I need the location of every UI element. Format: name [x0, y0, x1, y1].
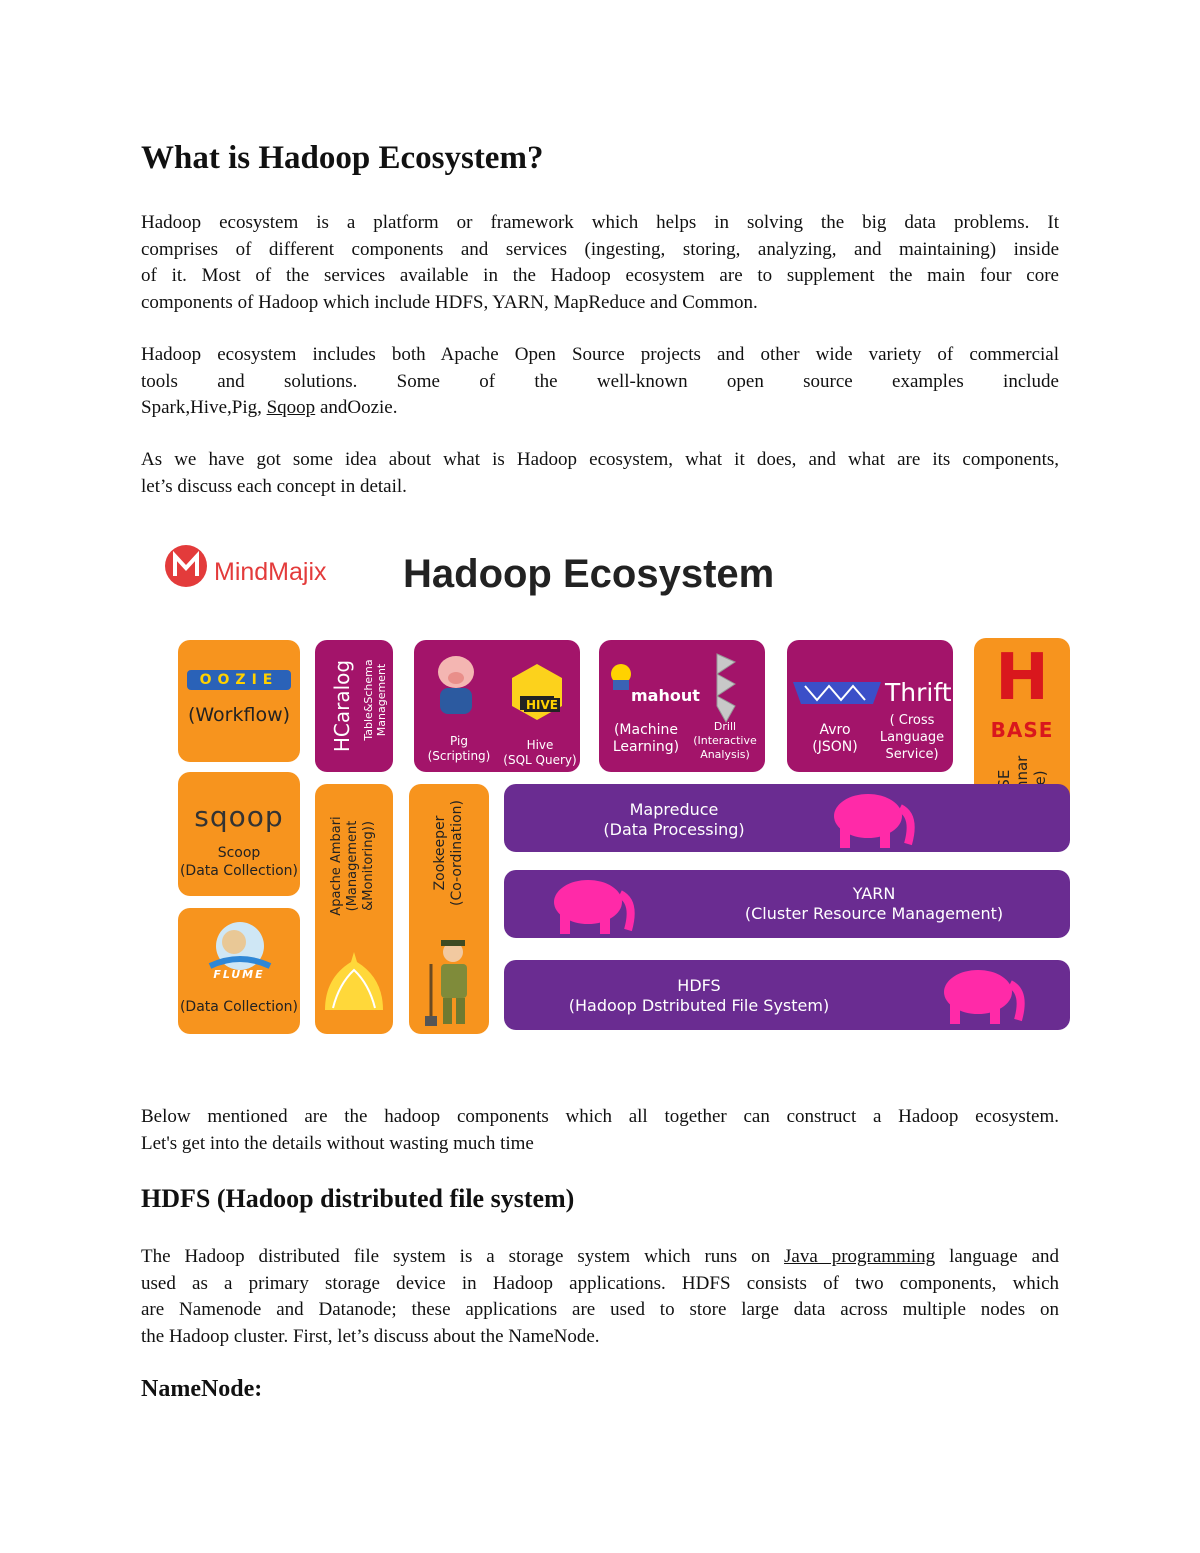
drill-bit-icon	[711, 652, 741, 724]
hbase-logo-h: H	[995, 641, 1049, 715]
text-line	[141, 1244, 1059, 1271]
hive-name: Hive	[526, 738, 554, 752]
drill-line: (Interactive	[693, 734, 757, 747]
text-line: Hadoop ecosystem is a platform or framework which helps in solving the big data problems. It	[141, 212, 1059, 233]
thrift-label	[871, 712, 953, 763]
hcatalog-subtitle	[362, 645, 388, 755]
text-run: andOozie.	[315, 397, 398, 418]
mapreduce-line: Mapreduce	[629, 800, 719, 819]
ambari-logo-icon	[319, 948, 389, 1026]
text-line: components of Hadoop which include HDFS, YARN, MapReduce and Common.	[141, 291, 758, 313]
yarn-bar	[504, 870, 1070, 938]
text-run: The Hadoop distributed file system is a storage system which runs on	[141, 1246, 785, 1267]
hdfs-paragraph	[141, 1244, 1059, 1350]
hcatalog-sub-line: Management	[375, 663, 388, 737]
hive-label	[500, 738, 580, 768]
hive-bee-icon	[506, 660, 568, 722]
elephant-icon	[820, 788, 916, 850]
mapreduce-label	[564, 800, 784, 840]
oozie-logo: OOZIE	[187, 670, 291, 690]
hcatalog-sub-line: Table&Schema	[362, 659, 375, 741]
ambari-line: (Management	[345, 820, 360, 912]
ambari-line: &Monitoring))	[361, 821, 376, 911]
oozie-label: (Workflow)	[187, 704, 291, 726]
intro-paragraph	[141, 210, 1059, 316]
ambari-box	[315, 784, 393, 1034]
examples-paragraph	[141, 342, 1059, 422]
text-line: the Hadoop cluster. First, let’s discuss about the NameNode.	[141, 1325, 600, 1347]
flume-label: (Data Collection)	[179, 999, 299, 1015]
text-line: Hadoop ecosystem includes both Apache Open Source projects and other wide variety of commercial	[141, 344, 1059, 365]
sqoop-line: Scoop	[217, 845, 261, 861]
mindmajix-logo-icon	[164, 544, 208, 588]
sqoop-link[interactable]: Sqoop	[266, 397, 316, 418]
text-line: used as a primary storage device in Hadoop applications. HDFS consists of two components, which	[141, 1272, 1059, 1294]
hdfs-line: HDFS	[677, 976, 721, 995]
sqoop-logo: sqoop	[194, 800, 284, 833]
hdfs-line: (Hadoop Dstributed File System)	[568, 996, 830, 1015]
oozie-box	[178, 640, 300, 762]
hdfs-label	[554, 976, 844, 1016]
pig-name: Pig	[450, 734, 468, 748]
text-line: of it. Most of the services available in the Hadoop ecosystem are to supplement the main four core	[141, 265, 1059, 286]
java-programming-link[interactable]: Java programming	[784, 1246, 936, 1267]
flume-logo: FLUME	[213, 968, 265, 981]
subsection-heading-namenode: NameNode:	[141, 1376, 263, 1402]
mapreduce-line: (Data Processing)	[603, 820, 745, 839]
avro-logo-icon	[793, 682, 881, 704]
mahout-line: Learning)	[612, 739, 680, 755]
zookeeper-keeper-icon	[419, 934, 479, 1030]
pig-label	[424, 734, 494, 764]
mahout-logo: mahout	[631, 686, 700, 705]
yarn-line: (Cluster Resource Management)	[744, 904, 1004, 923]
components-intro-paragraph	[141, 1104, 1059, 1157]
text-line: comprises of different components and services (ingesting, storing, analyzing, and maintaining) inside	[141, 238, 1059, 260]
avro-line: (JSON)	[812, 739, 858, 755]
section-heading-hdfs: HDFS (Hadoop distributed file system)	[141, 1184, 575, 1213]
page-title: What is Hadoop Ecosystem?	[141, 140, 544, 176]
hive-logo: HIVE	[526, 698, 558, 712]
text-run: Spark,Hive,Pig,	[141, 397, 267, 418]
pig-role: (Scripting)	[427, 749, 491, 763]
hive-role: (SQL Query)	[503, 753, 577, 767]
ambari-label	[329, 776, 377, 956]
thrift-line: Service)	[885, 747, 939, 762]
mahout-line: (Machine	[613, 722, 679, 738]
sqoop-box	[178, 772, 300, 896]
drill-label	[685, 720, 765, 762]
hdfs-bar	[504, 960, 1070, 1030]
zookeeper-label	[432, 778, 466, 928]
hcatalog-box	[315, 640, 393, 772]
text-line: let’s discuss each concept in detail.	[141, 475, 407, 497]
elephant-icon	[930, 964, 1026, 1026]
zookeeper-line: Zookeeper	[432, 815, 448, 891]
mahout-icon	[609, 662, 633, 692]
avro-line: Avro	[819, 722, 851, 738]
transition-paragraph	[141, 447, 1059, 500]
hadoop-ecosystem-diagram	[160, 530, 1080, 1050]
drill-line: Analysis)	[700, 748, 750, 761]
flume-box	[178, 908, 300, 1034]
text-line: tools and solutions. Some of the well-known open source examples include	[141, 370, 1059, 392]
text-line: As we have got some idea about what is Hadoop ecosystem, what it does, and what are its components,	[141, 449, 1059, 470]
yarn-line: YARN	[852, 884, 896, 903]
text-line: Below mentioned are the hadoop components which all together can construct a Hadoop ecosystem.	[141, 1106, 1059, 1127]
hbase-logo-base: BASE	[990, 718, 1054, 742]
elephant-icon	[540, 874, 636, 936]
thrift-line: ( Cross	[889, 713, 935, 728]
hcatalog-title: HCaralog	[330, 659, 354, 753]
mapreduce-bar	[504, 784, 1070, 852]
thrift-logo: Thrift	[885, 678, 952, 707]
diagram-title: Hadoop Ecosystem	[403, 552, 775, 596]
drill-line: Drill	[713, 720, 737, 733]
text-run: language and	[935, 1246, 1059, 1267]
mahout-drill-box	[599, 640, 765, 772]
pig-mascot-icon	[428, 650, 484, 718]
zookeeper-box	[409, 784, 489, 1034]
ambari-line: Apache Ambari	[329, 816, 344, 916]
brand-name: MindMajix	[214, 558, 327, 586]
mahout-label	[603, 722, 689, 756]
thrift-line: Language	[879, 730, 945, 745]
zookeeper-line: (Co-ordination)	[449, 800, 465, 906]
sqoop-line: (Data Collection)	[179, 863, 299, 879]
text-line	[141, 395, 1059, 422]
text-line: are Namenode and Datanode; these applications are used to store large data across multiple nodes on	[141, 1299, 1059, 1320]
text-line: Let's get into the details without wasting much time	[141, 1132, 534, 1154]
avro-thrift-box	[787, 640, 953, 772]
sqoop-label	[178, 844, 300, 880]
yarn-label	[724, 884, 1024, 924]
avro-label	[799, 722, 871, 756]
pig-hive-box	[414, 640, 580, 772]
